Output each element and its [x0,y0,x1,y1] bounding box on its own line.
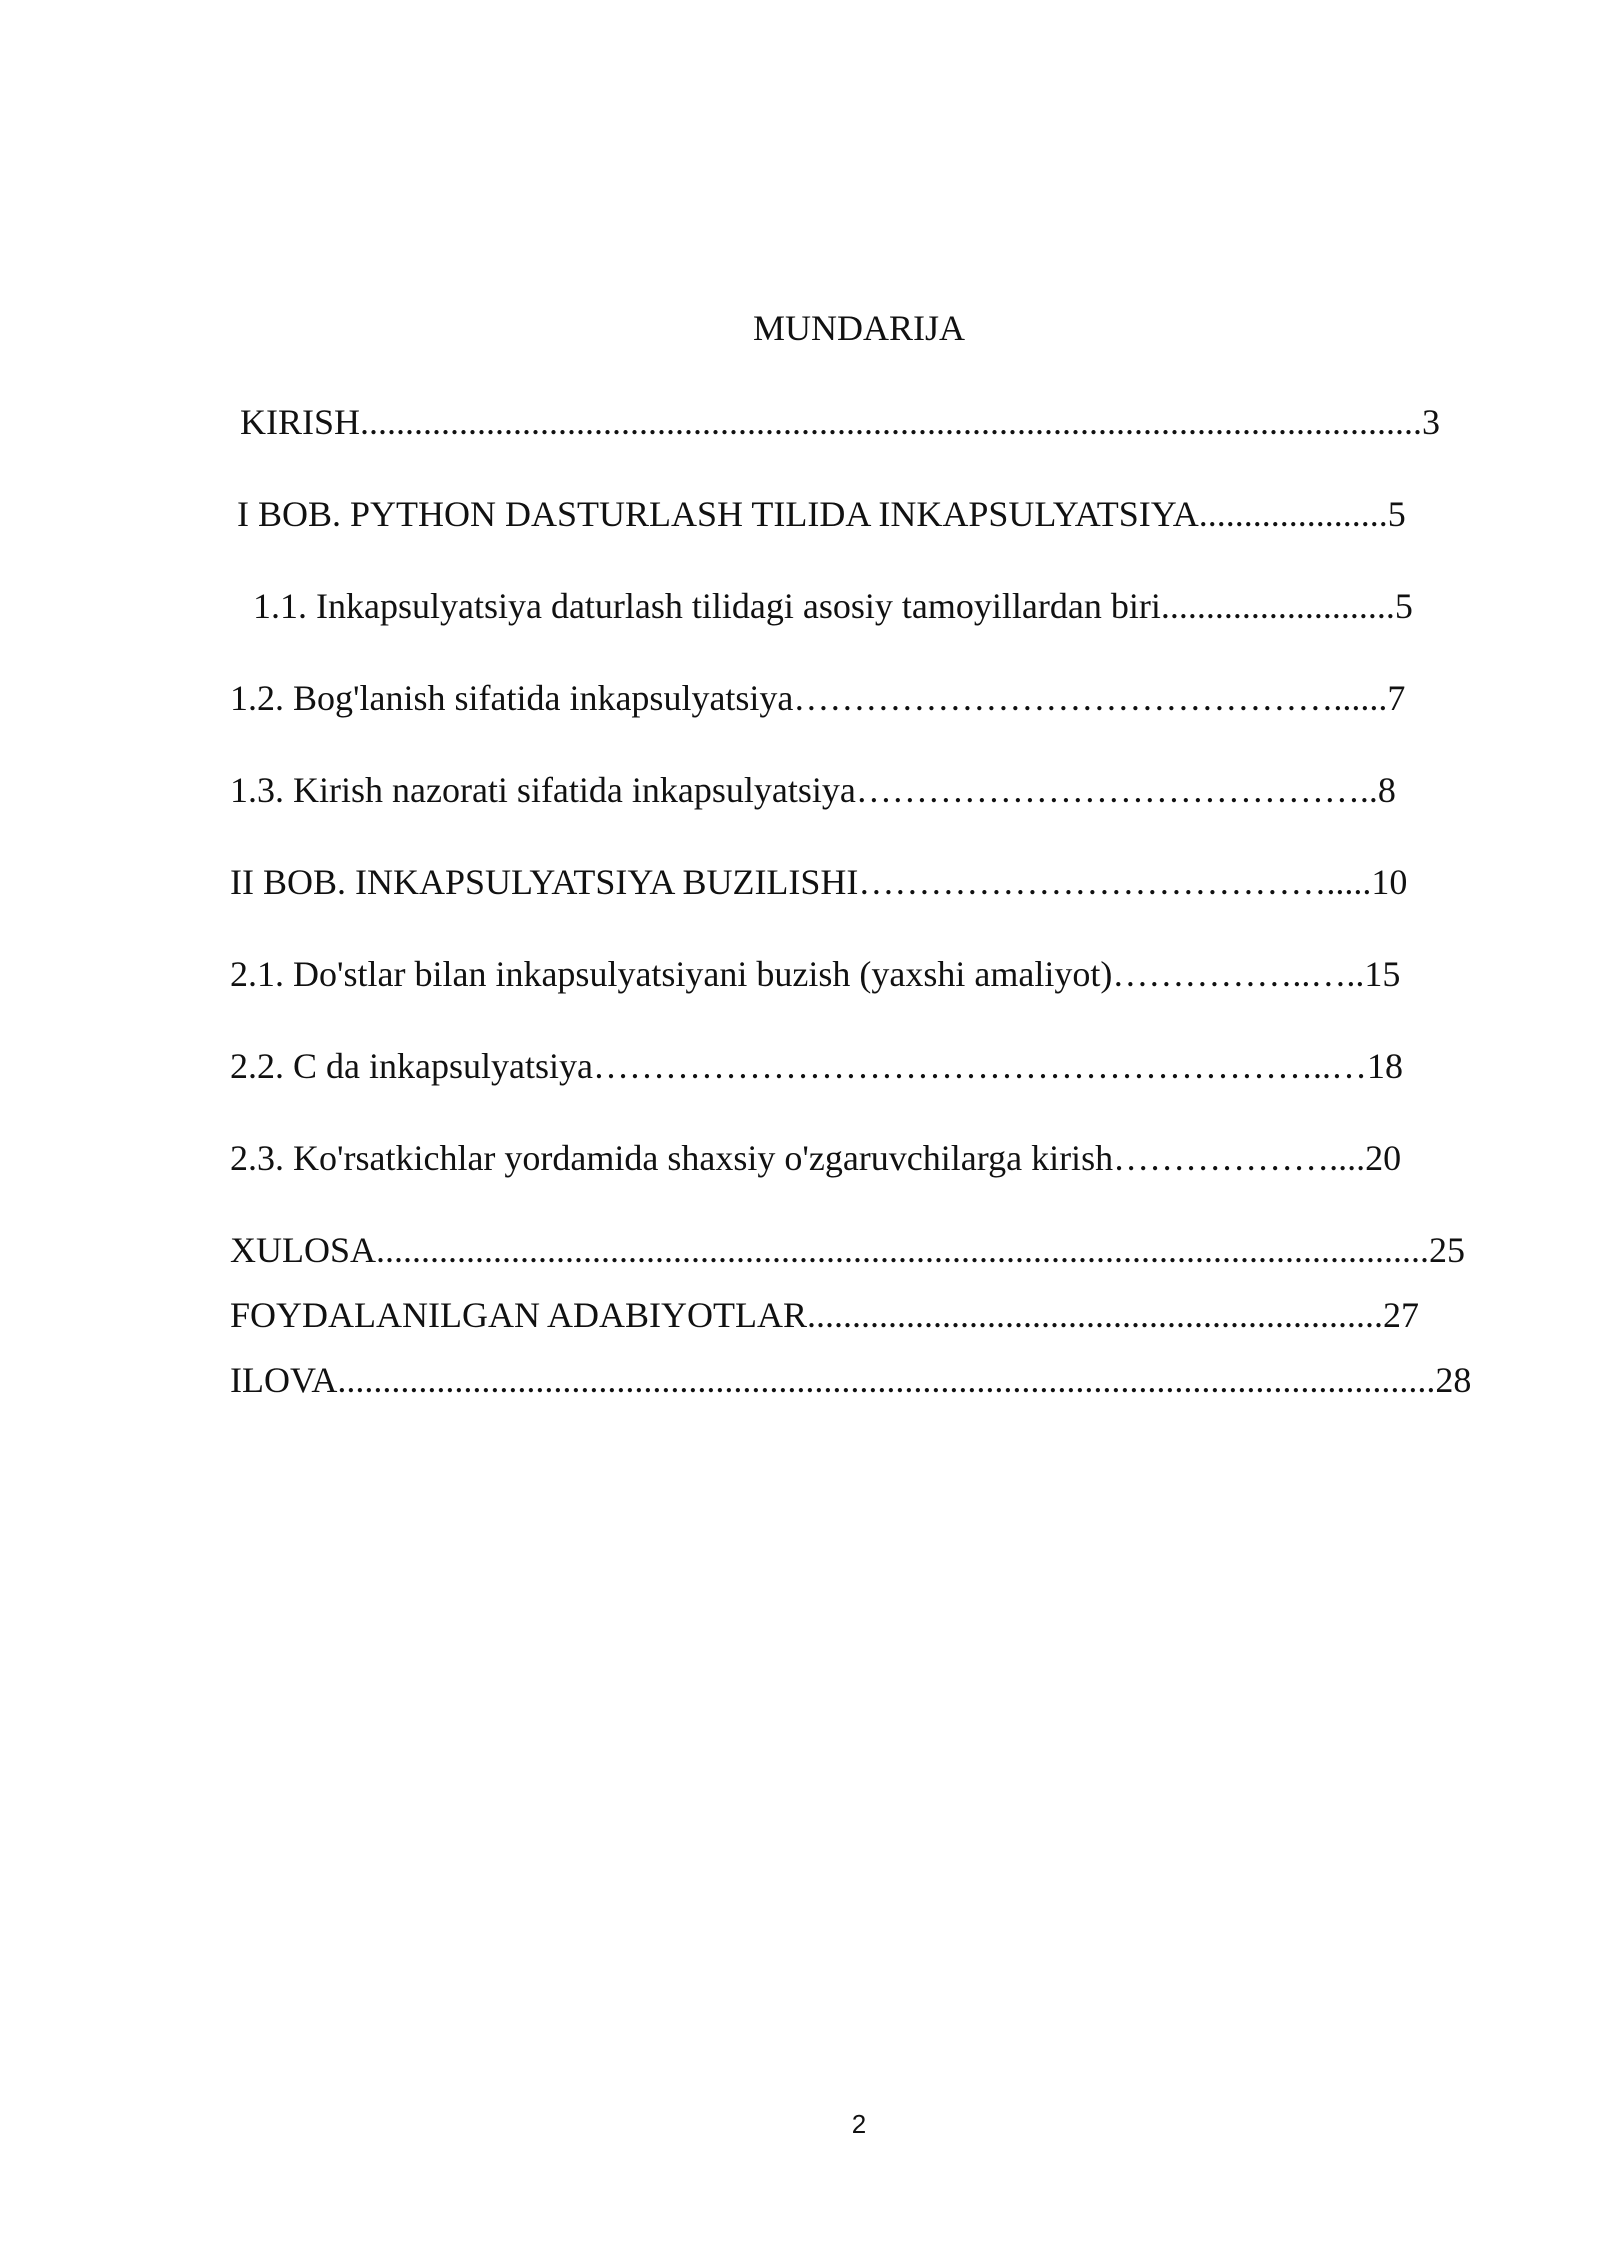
toc-entry-2-3: 2.3. Ko'rsatkichlar yordamida shaxsiy o'zgaruvchilarga kirish………………....20 [230,1138,1402,1178]
toc-entry-2-1: 2.1. Do'stlar bilan inkapsulyatsiyani buzish (yaxshi amaliyot)……………..…..15 [230,954,1401,994]
toc-entry-2-2: 2.2. C da inkapsulyatsiya……………………………………………………..…18 [230,1046,1403,1086]
page-number: 2 [851,2109,867,2139]
toc-entry-kirish: KIRISH......................................................................................................................3 [240,402,1441,442]
toc-entry-xulosa: XULOSA.....................................................................................................................25 [230,1230,1466,1270]
toc-entry-1-2: 1.2. Bog'lanish sifatida inkapsulyatsiya………………………………………......7 [230,678,1406,718]
toc-entry-1-1: 1.1. Inkapsulyatsiya daturlash tilidagi asosiy tamoyillardan biri..........................5 [253,586,1413,626]
toc-entry-chapter-2: II BOB. INKAPSULYATSIYA BUZILISHI………………………………….....10 [230,862,1408,902]
toc-heading: MUNDARIJA [752,308,965,348]
toc-entry-ilova: ILOVA..........................................................................................................................28 [230,1360,1472,1400]
toc-entry-adabiyotlar: FOYDALANILGAN ADABIYOTLAR................................................................27 [230,1295,1419,1335]
toc-entry-1-3: 1.3. Kirish nazorati sifatida inkapsulyatsiya……………………………………..8 [230,770,1396,810]
toc-entry-chapter-1: I BOB. PYTHON DASTURLASH TILIDA INKAPSULYATSIYA.....................5 [237,494,1406,534]
